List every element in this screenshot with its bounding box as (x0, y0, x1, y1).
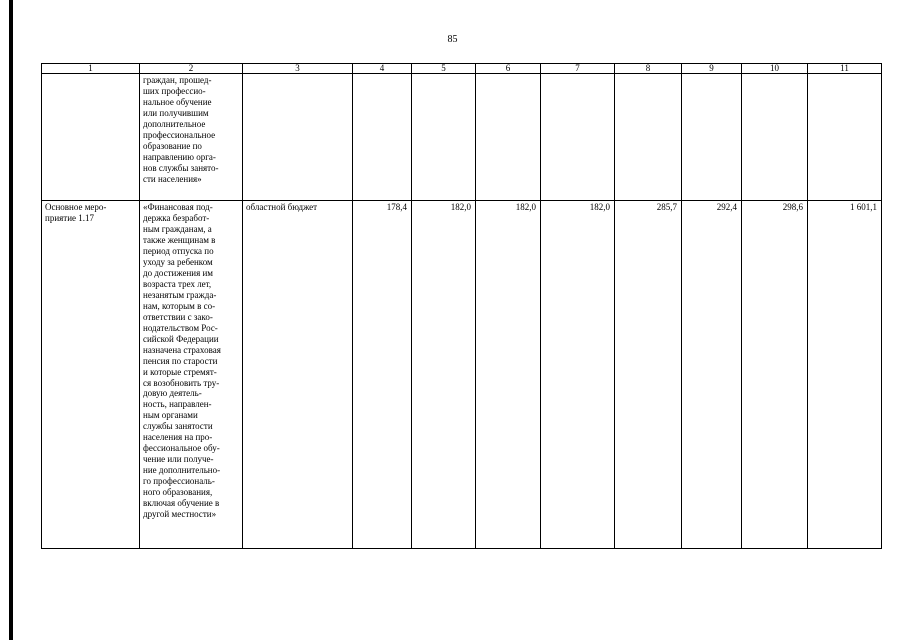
value-cell (615, 74, 682, 201)
value-cell (541, 74, 615, 201)
measure-description-cell: граждан, прошед- ших профессио- нальное обучение или получившим дополнительное профессиональное образование по направлению орга- нов службы занято- сти населения» (140, 74, 243, 201)
value-cell (476, 74, 541, 201)
funding-source-cell: областной бюджет (243, 201, 353, 549)
header-col-3: 3 (243, 64, 353, 74)
header-col-11: 11 (808, 64, 882, 74)
header-row (42, 64, 882, 74)
value-cell (682, 74, 742, 201)
value-cell (353, 74, 412, 201)
header-col-9: 9 (682, 64, 742, 74)
page-number: 85 (447, 34, 458, 45)
value-cell: 285,7 (615, 201, 682, 549)
header-col-7: 7 (541, 64, 615, 74)
header-col-6: 6 (476, 64, 541, 74)
header-col-8: 8 (615, 64, 682, 74)
table-row (42, 74, 882, 201)
header-col-5: 5 (412, 64, 476, 74)
header-col-10: 10 (742, 64, 808, 74)
table-row (42, 201, 882, 549)
value-cell: 178,4 (353, 201, 412, 549)
measure-name-cell (42, 74, 140, 201)
header-col-4: 4 (353, 64, 412, 74)
value-cell: 182,0 (541, 201, 615, 549)
value-cell (742, 74, 808, 201)
measure-description-cell: «Финансовая под- держка безработ- ным гражданам, а также женщинам в период отпуска по уходу за ребенком до достижения им возраста трех лет, незанятым гражда- нам, которым в со- ответствии с зако- нодательством Рос- сийской Федерации назначена страховая пенсия по старости и которые стремят- ся возобновить тру- довую деятель- ность, направлен- ным органами службы занятости населения на про- фессиональное обу- чение или получе- ние дополнительно- го профессиональ- ного образования, включая обучение в другой местности» (140, 201, 243, 549)
budget-table (41, 63, 882, 549)
total-cell: 1 601,1 (808, 201, 882, 549)
measure-name-cell: Основное меро- приятие 1.17 (42, 201, 140, 549)
header-col-1: 1 (42, 64, 140, 74)
total-cell (808, 74, 882, 201)
value-cell (412, 74, 476, 201)
value-cell: 292,4 (682, 201, 742, 549)
value-cell: 298,6 (742, 201, 808, 549)
binding-edge (9, 0, 13, 640)
value-cell: 182,0 (412, 201, 476, 549)
value-cell: 182,0 (476, 201, 541, 549)
header-col-2: 2 (140, 64, 243, 74)
funding-source-cell (243, 74, 353, 201)
